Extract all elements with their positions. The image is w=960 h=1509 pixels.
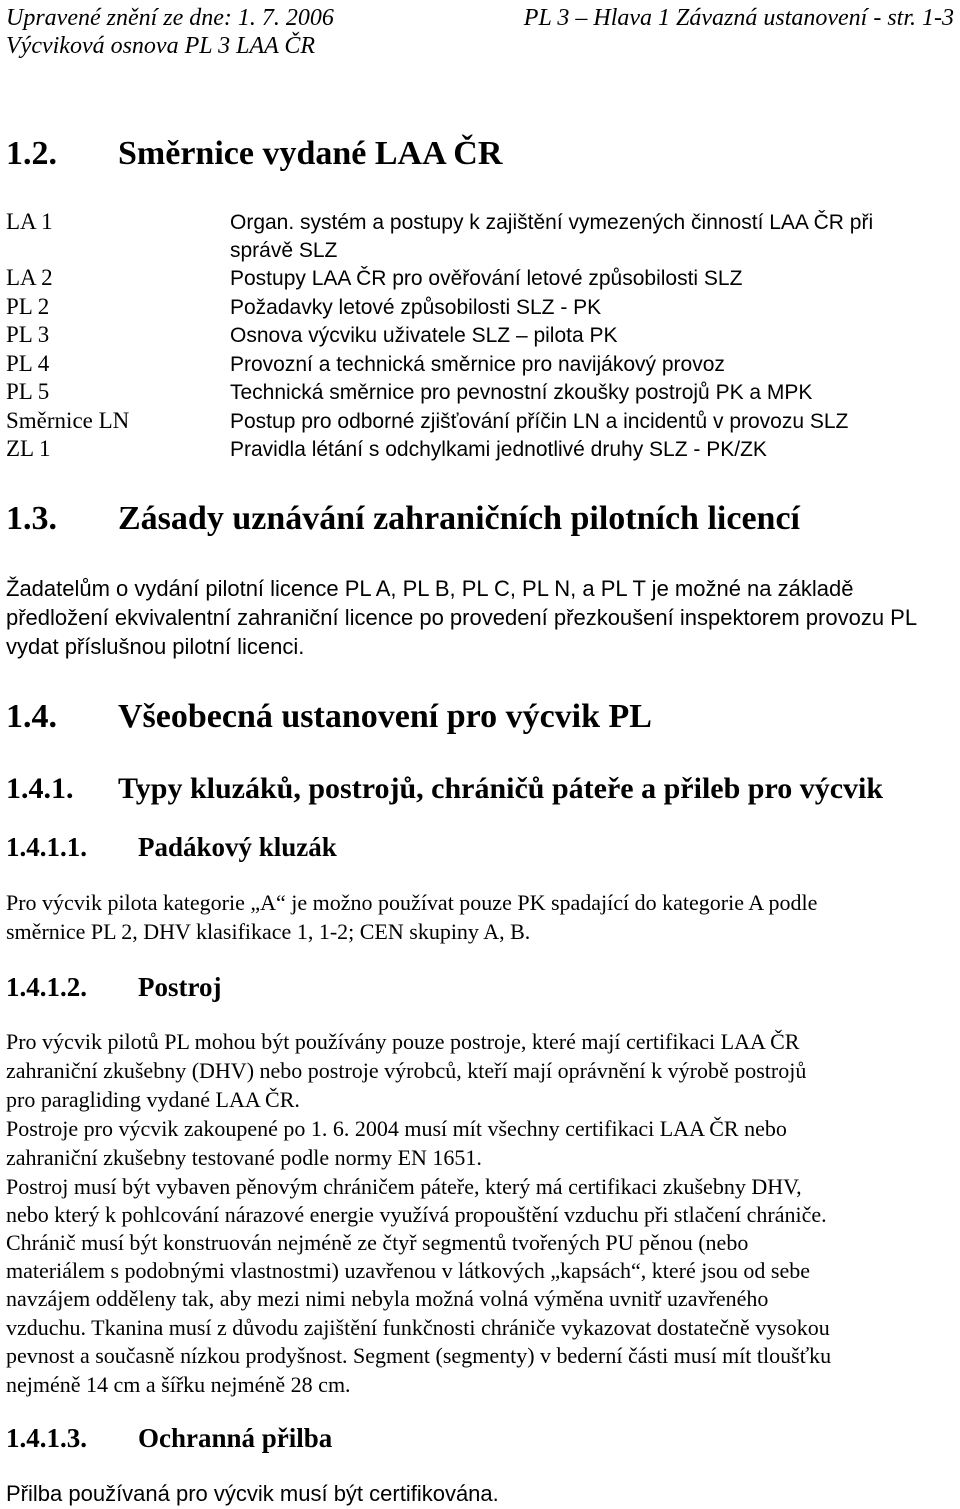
paragraph-line: zahraniční zkušebny (DHV) nebo postroje výrobců, kteří mají oprávnění k výrobě postrojů (6, 1058, 807, 1083)
subsubsection-number: 1.4.1.3. (6, 1423, 87, 1453)
directive-code: PL 2 (6, 294, 50, 319)
directive-description: Postup pro odborné zjišťování příčin LN a incidentů v provozu SLZ (230, 410, 849, 433)
subsubsection-title: Postroj (138, 972, 222, 1002)
paragraph-line: Pro výcvik pilota kategorie „A“ je možno používat pouze PK spadající do kategorie A podle (6, 890, 818, 915)
directive-description: Postupy LAA ČR pro ověřování letové způsobilosti SLZ (230, 267, 743, 290)
subsection-number: 1.4.1. (6, 772, 74, 805)
section-number: 1.3. (6, 500, 57, 537)
header-date: Upravené znění ze dne: 1. 7. 2006 (6, 5, 334, 31)
header-page-ref: PL 3 – Hlava 1 Závazná ustanovení - str. 1-3 (523, 5, 954, 31)
paragraph-line: Postroj musí být vybaven pěnovým chráničem páteře, který má certifikaci zkušebny DHV, (6, 1174, 802, 1199)
section-title: Všeobecná ustanovení pro výcvik PL (118, 698, 652, 735)
paragraph-line: směrnice PL 2, DHV klasifikace 1, 1-2; CEN skupiny A, B. (6, 919, 531, 944)
header-document-title: Výcviková osnova PL 3 LAA ČR (6, 33, 316, 59)
directive-code: ZL 1 (6, 436, 51, 461)
paragraph-line: předložení ekvivalentní zahraniční licence po provedení přezkoušení inspektorem provozu PL (6, 605, 918, 630)
subsubsection-number: 1.4.1.1. (6, 832, 87, 862)
directive-description: Osnova výcviku uživatele SLZ – pilota PK (230, 324, 618, 347)
paragraph-line: pevnost a současně nízkou prodyšnost. Segment (segmenty) v bederní části musí mít tloušťku (6, 1343, 832, 1368)
directive-code: PL 5 (6, 379, 50, 404)
paragraph-line: nebo který k pohlcování nárazové energie využívá propouštění vzduchu při stlačení chrániče. (6, 1202, 827, 1227)
directive-description: Požadavky letové způsobilosti SLZ - PK (230, 296, 602, 319)
paragraph-line: pro paragliding vydané LAA ČR. (6, 1087, 300, 1112)
directive-code: LA 1 (6, 209, 53, 234)
paragraph-line: zahraniční zkušebny testované podle normy EN 1651. (6, 1145, 482, 1170)
subsubsection-title: Ochranná přilba (138, 1423, 333, 1453)
directive-code: LA 2 (6, 265, 53, 290)
subsubsection-title: Padákový kluzák (138, 832, 337, 862)
paragraph-line: Žadatelům o vydání pilotní licence PL A, PL B, PL C, PL N, a PL T je možné na základě (6, 576, 854, 601)
directive-description: Provozní a technická směrnice pro navijákový provoz (230, 353, 725, 376)
section-title: Zásady uznávání zahraničních pilotních licencí (118, 500, 800, 537)
directive-description: Organ. systém a postupy k zajištění vymezených činností LAA ČR při (230, 211, 874, 234)
paragraph-line: nejméně 14 cm a šířku nejméně 28 cm. (6, 1372, 351, 1397)
section-number: 1.4. (6, 698, 57, 735)
paragraph-line: Pro výcvik pilotů PL mohou být používány pouze postroje, které mají certifikaci LAA ČR (6, 1029, 800, 1054)
directive-code: PL 3 (6, 322, 50, 347)
directive-code: Směrnice LN (6, 408, 130, 433)
directive-code: PL 4 (6, 351, 50, 376)
paragraph-line: vzduchu. Tkanina musí z důvodu zajištění funkčnosti chrániče vykazovat dostatečně vysokou (6, 1315, 830, 1340)
paragraph-line: navzájem odděleny tak, aby mezi nimi nebyla možná volná výměna uvnitř uzavřeného (6, 1286, 769, 1311)
section-title: Směrnice vydané LAA ČR (118, 135, 503, 172)
paragraph-line: Postroje pro výcvik zakoupené po 1. 6. 2004 musí mít všechny certifikaci LAA ČR nebo (6, 1116, 787, 1141)
subsection-title: Typy kluzáků, postrojů, chráničů páteře a přileb pro výcvik (118, 772, 884, 805)
section-number: 1.2. (6, 135, 57, 172)
directive-description: Pravidla létání s odchylkami jednotlivé druhy SLZ - PK/ZK (230, 438, 767, 461)
paragraph-line: vydat příslušnou pilotní licenci. (6, 634, 305, 659)
directive-description: správě SLZ (230, 239, 338, 262)
subsubsection-number: 1.4.1.2. (6, 972, 87, 1002)
paragraph-line: materiálem s podobnými vlastnostmi) uzavřenou v látkových „kapsách“, které jsou od sebe (6, 1258, 810, 1283)
paragraph-line: Přilba používaná pro výcvik musí být certifikována. (6, 1481, 499, 1506)
directive-description: Technická směrnice pro pevnostní zkoušky postrojů PK a MPK (230, 381, 813, 404)
paragraph-line: Chránič musí být konstruován nejméně ze čtyř segmentů tvořených PU pěnou (nebo (6, 1230, 749, 1255)
